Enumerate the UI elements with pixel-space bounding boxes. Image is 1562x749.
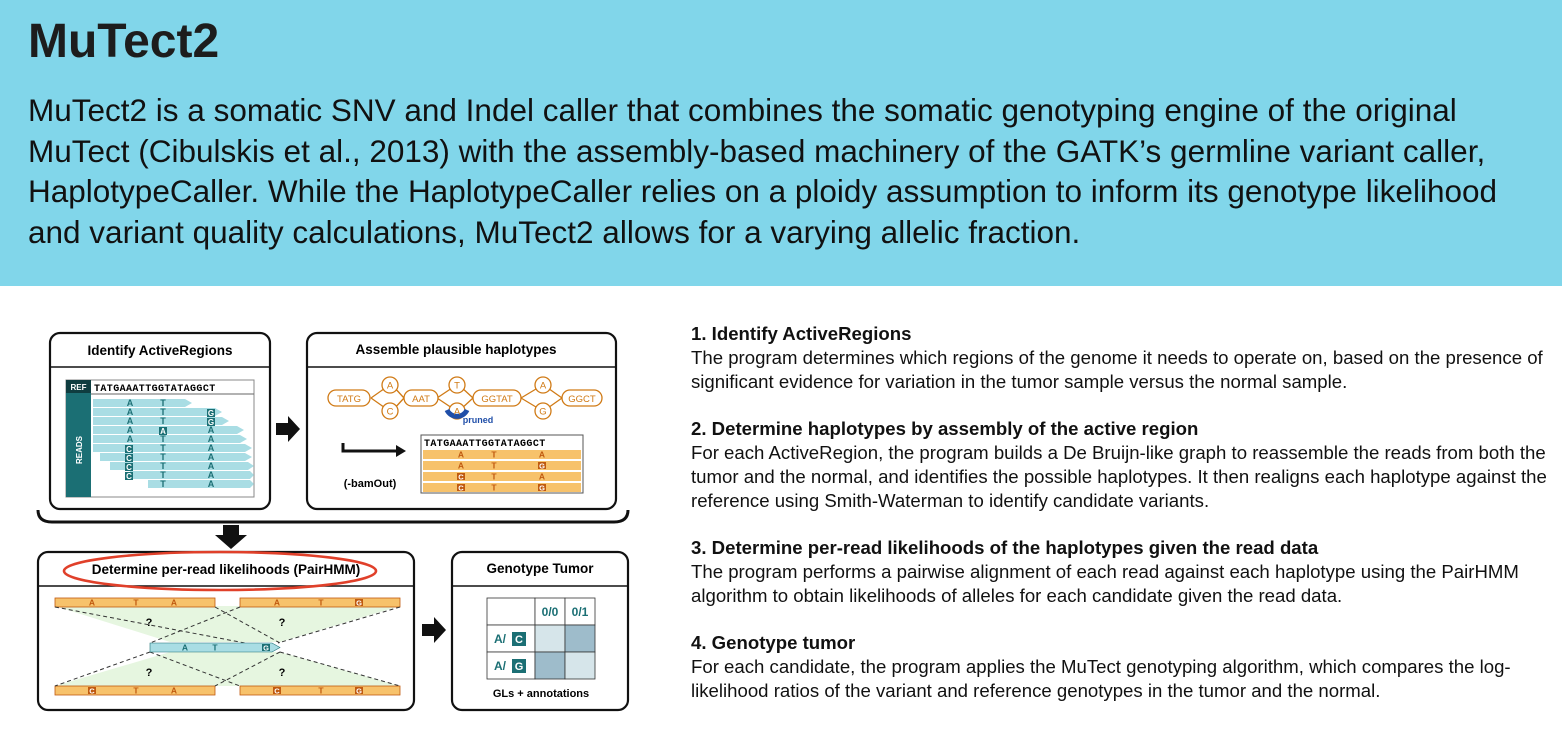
merge-bracket [38,510,628,522]
geno-footer: GLs + annotations [492,688,590,700]
svg-text:T: T [160,416,166,426]
svg-text:G: G [207,409,215,418]
intro-paragraph: MuTect2 is a somatic SNV and Indel caller that combines the somatic genotyping engine of the original MuTect (Cibulskis et al., 2013) with the assembly-based machinery of the GATK’s germline variant caller, HaplotypeCaller. While the HaplotypeCaller relies on a ploidy assumption to inform its genotype likelihood and variant quality calculations, MuTect2 allows for a varying allelic fraction. [28,92,1498,250]
svg-text:A: A [207,461,215,471]
step-1-text: The program determines which regions of the genome it needs to operate on, based on the presence of significant evidence for variation in the tumor sample versus the normal sample. [691,347,1543,392]
geno-row-1-base: C [515,634,523,646]
header-banner [0,0,1562,286]
step-1-title: 1. Identify ActiveRegions [691,323,912,344]
svg-text:C: C [386,406,394,418]
svg-text:A: A [457,460,465,471]
svg-text:T: T [491,471,497,482]
svg-text:G: G [539,406,547,418]
svg-text:C: C [89,686,95,696]
svg-text:?: ? [278,667,286,679]
ref-label: REF [70,383,87,392]
svg-text:A: A [207,434,215,444]
svg-text:A: A [160,427,166,436]
svg-text:T: T [318,685,324,696]
svg-text:C: C [458,483,464,493]
box-identify-activeregions [50,333,270,509]
svg-text:?: ? [278,617,286,629]
svg-text:AAT: AAT [412,394,430,405]
geno-row-1-label: A/ [494,632,506,646]
svg-text:A: A [181,642,189,653]
svg-text:C: C [458,472,464,482]
svg-text:T: T [160,398,166,408]
svg-text:T: T [160,407,166,417]
step-2-text: For each ActiveRegion, the program builds a De Bruijn-like graph to reassemble the reads from both the tumor and the normal, and identifies the possible haplotypes. It then realigns each haplotype against the reference using Smith-Waterman to identify candidate variants. [691,442,1547,511]
step-4 [691,631,1551,703]
svg-text:A: A [88,597,96,608]
svg-text:A: A [170,597,178,608]
svg-text:A: A [126,434,134,444]
svg-text:C: C [126,445,132,454]
page-title: MuTect2 [28,15,220,68]
svg-text:TATG: TATG [337,394,361,405]
step-4-text: For each candidate, the program applies the MuTect genotyping algorithm, which compares the log-likelihood ratios of the variant and reference genotypes in the tumor and the normal. [691,656,1511,701]
step-1 [691,322,1551,394]
svg-text:A: A [126,416,134,426]
svg-text:G: G [356,686,362,696]
svg-text:A: A [386,380,394,392]
svg-text:C: C [126,463,132,472]
svg-text:A: A [453,406,461,418]
svg-text:C: C [126,454,132,463]
workflow-diagram [0,310,640,730]
svg-text:G: G [263,643,269,653]
svg-text:A: A [126,425,134,435]
svg-text:T: T [133,597,139,608]
step-3-text: The program performs a pairwise alignment of each read against each haplotype using the PairHMM algorithm to obtain likelihoods of alleles for each candidate given the read data. [691,561,1519,606]
svg-text:T: T [160,470,166,480]
svg-text:A: A [539,380,547,392]
box2-title: Assemble plausible haplotypes [355,342,557,357]
svg-text:A: A [207,443,215,453]
svg-text:A: A [207,452,215,462]
geno-row-2-label: A/ [494,659,506,673]
svg-text:T: T [318,597,324,608]
svg-text:T: T [454,380,460,392]
svg-text:T: T [212,642,218,653]
svg-text:G: G [539,461,545,471]
svg-text:T: T [160,461,166,471]
svg-text:GGTAT: GGTAT [481,394,513,405]
svg-text:T: T [160,452,166,462]
svg-text:A: A [457,449,465,460]
box-assemble-haplotypes [307,333,616,509]
geno-col-01: 0/1 [571,605,589,619]
reads-label: READS [75,435,84,465]
bamout-label: (-bamOut) [343,478,397,490]
step-2-title: 2. Determine haplotypes by assembly of the active region [691,418,1199,439]
arrow-down-icon [215,525,247,549]
svg-text:T: T [160,479,166,489]
step-3 [691,536,1551,608]
svg-text:T: T [133,685,139,696]
steps-list [691,322,1551,726]
box-per-read-likelihoods [38,552,414,710]
step-2 [691,417,1551,513]
svg-text:A: A [538,449,546,460]
arrow-right-icon-2 [422,617,446,643]
svg-text:A: A [126,398,134,408]
svg-text:A: A [207,470,215,480]
svg-text:T: T [491,482,497,493]
box3-title: Determine per-read likelihoods (PairHMM) [91,562,361,577]
box-genotype-tumor [452,552,628,710]
svg-text:?: ? [145,617,153,629]
svg-text:T: T [160,443,166,453]
svg-text:A: A [538,471,546,482]
svg-text:T: T [160,434,166,444]
svg-text:GGCT: GGCT [568,394,596,405]
step-3-title: 3. Determine per-read likelihoods of the haplotypes given the read data [691,537,1319,558]
svg-text:T: T [491,460,497,471]
pruned-label: pruned [462,415,494,425]
svg-text:G: G [207,418,215,427]
haplotype-ref-sequence: TATGAAATTGGTATAGGCT [424,439,546,450]
box4-title: Genotype Tumor [486,561,594,576]
svg-text:?: ? [145,667,153,679]
svg-text:A: A [207,479,215,489]
ref-sequence: TATGAAATTGGTATAGGCT [94,384,216,395]
svg-text:A: A [170,685,178,696]
svg-text:T: T [491,449,497,460]
arrow-right-icon [276,416,300,442]
svg-text:C: C [274,686,280,696]
geno-row-2-base: G [514,661,524,673]
svg-text:G: G [356,598,362,608]
svg-text:A: A [273,597,281,608]
svg-text:A: A [207,425,215,435]
svg-text:G: G [539,483,545,493]
svg-text:A: A [126,407,134,417]
geno-col-00: 0/0 [541,605,559,619]
svg-text:C: C [126,472,132,481]
box1-title: Identify ActiveRegions [87,343,233,358]
step-4-title: 4. Genotype tumor [691,632,856,653]
